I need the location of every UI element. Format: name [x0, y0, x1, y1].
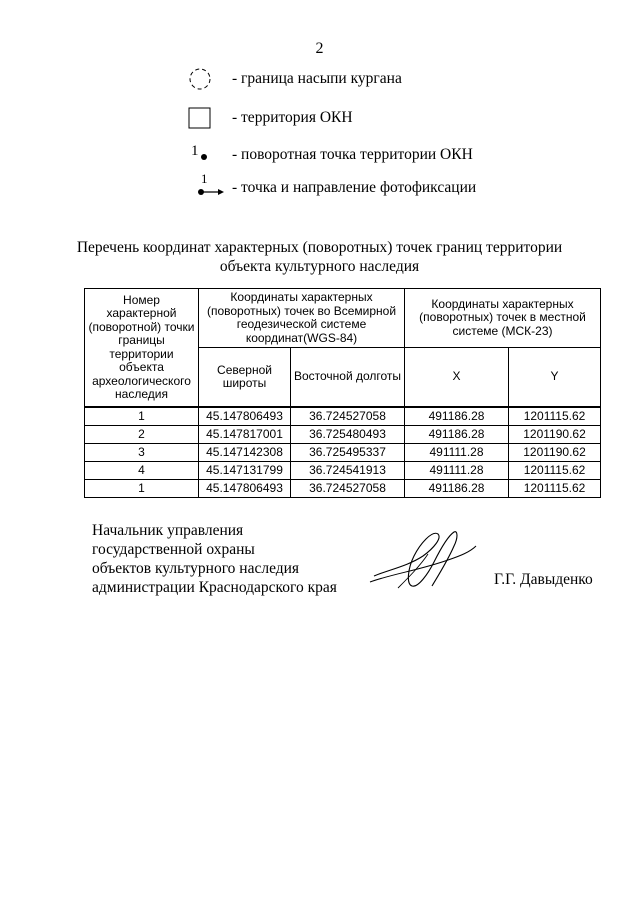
cell-y: 1201190.62 [509, 444, 601, 462]
cell-point: 1 [85, 407, 199, 426]
cell-point: 4 [85, 462, 199, 480]
cell-longitude: 36.725480493 [291, 426, 405, 444]
title-line: объекта культурного наследия [219, 258, 420, 275]
table-row [85, 462, 601, 480]
table-row [85, 444, 601, 462]
legend-text: - точка и направление фотофиксации [232, 179, 477, 196]
cell-x: 491111.28 [405, 444, 509, 462]
cell-latitude: 45.147131799 [199, 462, 291, 480]
cell-x: 491186.28 [405, 426, 509, 444]
signatory-position [92, 521, 337, 597]
header-east-longitude: Восточной долготы [291, 348, 405, 408]
cell-latitude: 45.147817001 [199, 426, 291, 444]
cell-point: 1 [85, 480, 199, 498]
cell-longitude: 36.724541913 [291, 462, 405, 480]
legend-text: - поворотная точка территории ОКН [232, 146, 473, 163]
signatory-line: администрации Краснодарского края [92, 579, 337, 596]
signatory-line: объектов культурного наследия [92, 560, 300, 577]
header-x: X [405, 348, 509, 408]
table-row [85, 480, 601, 498]
legend-item-photo-direction [188, 171, 477, 200]
coordinates-table [84, 288, 601, 498]
cell-x: 491186.28 [405, 480, 509, 498]
legend-text: - территория ОКН [232, 109, 353, 126]
signatory-line: государственной охраны [92, 541, 255, 558]
handwritten-signature [368, 526, 478, 596]
header-point-number: Номер характерной (поворотной) точки границы территории объекта археологического наследия [85, 289, 199, 408]
cell-y: 1201190.62 [509, 426, 601, 444]
legend-item-turning-point [188, 143, 473, 167]
point-icon [188, 143, 228, 167]
cell-longitude: 36.724527058 [291, 480, 405, 498]
cell-x: 491111.28 [405, 462, 509, 480]
legend-item-okn-territory [188, 106, 353, 130]
table-row [85, 426, 601, 444]
legend-text: - граница насыпи кургана [232, 70, 402, 87]
point-label: 1 [191, 143, 199, 159]
legend-item-mound-boundary [188, 67, 402, 91]
cell-x: 491186.28 [405, 407, 509, 426]
header-wgs-group: Координаты характерных (поворотных) точек во Всемирной геодезической системе координат(WGS-84) [199, 289, 405, 348]
cell-point: 2 [85, 426, 199, 444]
header-y: Y [509, 348, 601, 408]
dashed-circle-icon [188, 67, 228, 91]
cell-latitude: 45.147806493 [199, 480, 291, 498]
cell-y: 1201115.62 [509, 407, 601, 426]
table-row [85, 407, 601, 426]
cell-point: 3 [85, 444, 199, 462]
square-icon [188, 106, 228, 130]
cell-longitude: 36.724527058 [291, 407, 405, 426]
cell-latitude: 45.147806493 [199, 407, 291, 426]
page-number: 2 [315, 40, 324, 57]
title-line: Перечень координат характерных (поворотных) точек границ территории [76, 239, 563, 256]
signatory-name: Г.Г. Давыденко [494, 571, 593, 588]
header-msk-group: Координаты характерных (поворотных) точек в местной системе (МСК-23) [405, 289, 601, 348]
cell-latitude: 45.147142308 [199, 444, 291, 462]
cell-y: 1201115.62 [509, 480, 601, 498]
cell-y: 1201115.62 [509, 462, 601, 480]
signatory-line: Начальник управления [92, 522, 244, 539]
photo-point-label: 1 [201, 171, 208, 186]
header-north-latitude: Северной широты [199, 348, 291, 408]
photo-direction-icon [188, 171, 228, 200]
cell-longitude: 36.725495337 [291, 444, 405, 462]
document-title [0, 238, 639, 276]
